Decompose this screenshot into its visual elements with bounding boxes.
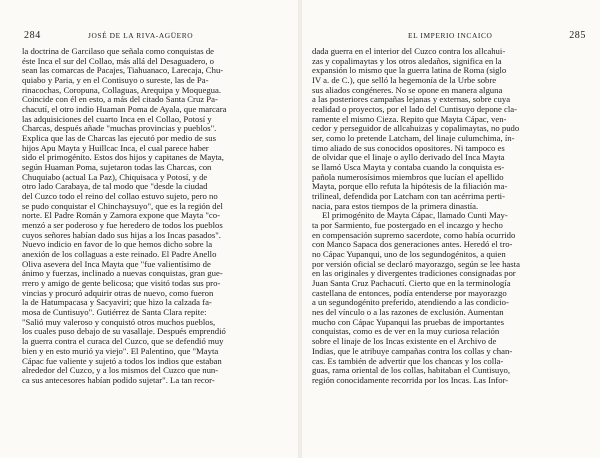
- text-line: trilineal, defendida por Latcham con tan acérrima perti-: [312, 192, 505, 202]
- left-page-header: [22, 30, 290, 42]
- text-line: timo aliado de sus conocidos opositores. Ni tampoco es: [312, 143, 505, 153]
- text-line: conquistas, como es de ver en la muy curiosa relación: [312, 327, 500, 337]
- text-line: las adquisiciones del cuarto Inca en el Collao, Potosí y: [22, 114, 212, 124]
- text-line: sobre el linaje de los Incas existente en el Archivo de: [312, 337, 497, 347]
- right-page-body: [312, 47, 586, 386]
- left-page: [0, 0, 298, 458]
- text-line: norte. El Padre Román y Zamora expone que Mayta "co-: [22, 211, 220, 221]
- text-line: Oliva asevera del Inca Mayta que "fue valientísimo de: [22, 259, 211, 269]
- text-line: mosa de Cuntisuyo". Gutiérrez de Santa Clara repite:: [22, 308, 207, 318]
- text-line: de olvidar que el linaje o ayllo derivado del Inca Mayta: [312, 153, 505, 163]
- text-line: Cápac fue valiente y sujetó a todos los indios que estaban: [22, 356, 222, 366]
- text-line: castellana de entonces, podía entenderse por mayorazgo: [312, 288, 507, 298]
- text-line: Explica que las de Charcas las ejecutó por medio de sus: [22, 134, 216, 144]
- text-line: hijos Apu Mayta y Huillcac Inca, el cual parece haber: [22, 143, 209, 153]
- text-line: éste Inca el sur del Collao, más allá del Desaguadero, o: [22, 56, 215, 66]
- text-line: del Cuzco todo el reino del collao estuvo sujeto, pero no: [22, 192, 218, 202]
- text-line: la doctrina de Garcilaso que señala como conquistas de: [22, 47, 215, 56]
- text-line: la de Hatumpacasa y Sacyaviri; que hizo la calzada fa-: [22, 298, 212, 308]
- text-line: alrededor del Cuzco, y a los mismos del Cuzco que nun-: [22, 366, 219, 376]
- text-line: anexión de los collaguas a este reinado. El Padre Anello: [22, 250, 217, 260]
- text-line: ta por Sarmiento, fue postergado en el incazgo y hecho: [312, 221, 503, 231]
- text-line: guas, rama oriental de los collas, habitaban el Cuntisuyo,: [312, 366, 511, 376]
- text-line: Coincide con él en esto, a más del citado Santa Cruz Pa-: [22, 95, 218, 105]
- text-line: dada guerra en el interior del Cuzco contra los allcahui-: [312, 47, 506, 56]
- text-line: ramente el mismo Cieza. Repito que Mayta Cápac, ven-: [312, 114, 507, 124]
- text-line: Nuevo indicio en favor de lo que hemos dicho sobre la: [22, 240, 213, 250]
- text-line: El primogénito de Mayta Cápac, llamado Cunti May-: [322, 211, 508, 221]
- text-line: rrero y amigo de gente belicosa; que visitó todas sus pro-: [22, 279, 221, 289]
- text-line: pañola numerosísimos miembros que lucían el apellido: [312, 172, 504, 182]
- text-line: realidad o proyectos, por el lado del Cuntisuyo depone cla-: [312, 105, 518, 115]
- text-line: menzó a ser poderoso y fue heredero de todos los pueblos: [22, 221, 223, 231]
- text-line: a un segundogénito preferido, atendiendo a las condicio-: [312, 298, 509, 308]
- text-line: cedor y perseguidor de allcahuizas y copalimaytas, no pudo: [312, 124, 520, 134]
- text-line: sus aliados congéneres. No se opone en manera alguna: [312, 85, 503, 95]
- text-line: quiabo y Paria, y en el Contisuyo o sureste, las de Pa-: [22, 76, 209, 86]
- text-line: se llamó Usca Mayta y contaba cuando la conquista es-: [312, 163, 505, 173]
- text-line: ánimo y fuerzas, inclinado a nuevas conquistas, gran gue-: [22, 269, 223, 279]
- text-line: se pudo conquistar el Chinchaysuyo", que es la región del: [22, 201, 223, 211]
- text-line: "Salió muy valeroso y conquistó otros muchos pueblos,: [22, 317, 216, 327]
- text-line: sido el primogénito. Estos dos hijos y capitanes de Mayta,: [22, 153, 224, 163]
- text-line: según Huaman Poma, sujetaron todas las Charcas, con: [22, 163, 212, 173]
- text-line: con Manco Sapaca dos generaciones antes. Heredó el tro-: [312, 240, 513, 250]
- right-page: [302, 0, 600, 458]
- text-line: zas y copalimaytas y los otros aledaños, significa en la: [312, 56, 502, 66]
- text-line: por versión oficial se declaró mayorazgo, según se lee hasta: [312, 259, 520, 269]
- text-line: los cuales puso debajo de su vasallaje. Después emprendió: [22, 327, 226, 337]
- text-line: chacutí, el otro indio Huaman Poma de Ayala, que marcara: [22, 105, 227, 115]
- text-line: mucho con Cápac Yupanqui las pruebas de importantes: [312, 317, 504, 327]
- text-line: no Cápac Yupanqui, uno de los segundogénitos, a quien: [312, 250, 506, 260]
- text-line: bien y en esto murió ya viejo". El Palentino, que "Mayta: [22, 346, 219, 356]
- text-line: vincias y procuró adquirir otras de nuevo, como fueron: [22, 288, 214, 298]
- text-line: Chuquiabo (actual La Paz), Chiquisaca y Potosí, y de: [22, 172, 208, 182]
- text-line: cuyos señores habían dado sus hijas a los Incas pasados".: [22, 230, 221, 240]
- text-line: región conocidamente recorrida por los Incas. Las Infor-: [312, 375, 509, 385]
- text-line: Charcas, después añade "muchas provincias y pueblos".: [22, 124, 217, 134]
- text-line: nes del vínculo o a las razones de exclusión. Aumentan: [312, 308, 504, 318]
- right-page-number: 285: [569, 30, 586, 41]
- text-line: a las posteriores campañas lejanas y externas, sobre cuya: [312, 95, 511, 105]
- text-line: expansión lo mismo que la guerra latina de Roma (siglo: [312, 66, 507, 76]
- text-line: rinacochas, Coropuna, Collaguas, Arequipa y Moquegua.: [22, 85, 222, 95]
- text-line: IV a. de C.), que selló la hegemonía de la Urbe sobre: [312, 76, 497, 86]
- right-running-head: EL IMPERIO INCAICO: [408, 31, 493, 40]
- text-line: Indias, que le atribuye campañas contra los collas y chan-: [312, 346, 513, 356]
- text-line: la guerra contra el curaca del Cuzco, que se defendió muy: [22, 337, 224, 347]
- left-page-number: 284: [24, 30, 41, 41]
- text-line: cas. Es también de advertir que los chancas y los colla-: [312, 356, 504, 366]
- text-line: Juan Santa Cruz Pachacutí. Cierto que en la terminología: [312, 279, 511, 289]
- text-line: nacia, para estos tiempos de la primera dinastía.: [312, 201, 479, 211]
- left-page-body: [22, 47, 290, 386]
- text-line: ser, como lo pretende Latcham, del linaje culumchima, ín-: [312, 134, 515, 144]
- right-page-header: [312, 30, 586, 42]
- text-line: en compensación supremo sacerdote, como había ocurrido: [312, 230, 516, 240]
- text-line: sean las comarcas de Pacajes, Tiahuanaco, Larecaja, Chu-: [22, 66, 224, 76]
- text-line: en las originales y divergentes tradiciones consignadas por: [312, 269, 516, 279]
- text-line: ca sus antecesores habían podido sujetar". La tan recor-: [22, 375, 215, 385]
- text-line: otro lado Carabaya, de tal modo que "desde la ciudad: [22, 182, 208, 192]
- text-line: Mayta, porque ello refuta la hipótesis de la filiación ma-: [312, 182, 508, 192]
- left-running-head: JOSÉ DE LA RIVA-AGÜERO: [88, 31, 194, 40]
